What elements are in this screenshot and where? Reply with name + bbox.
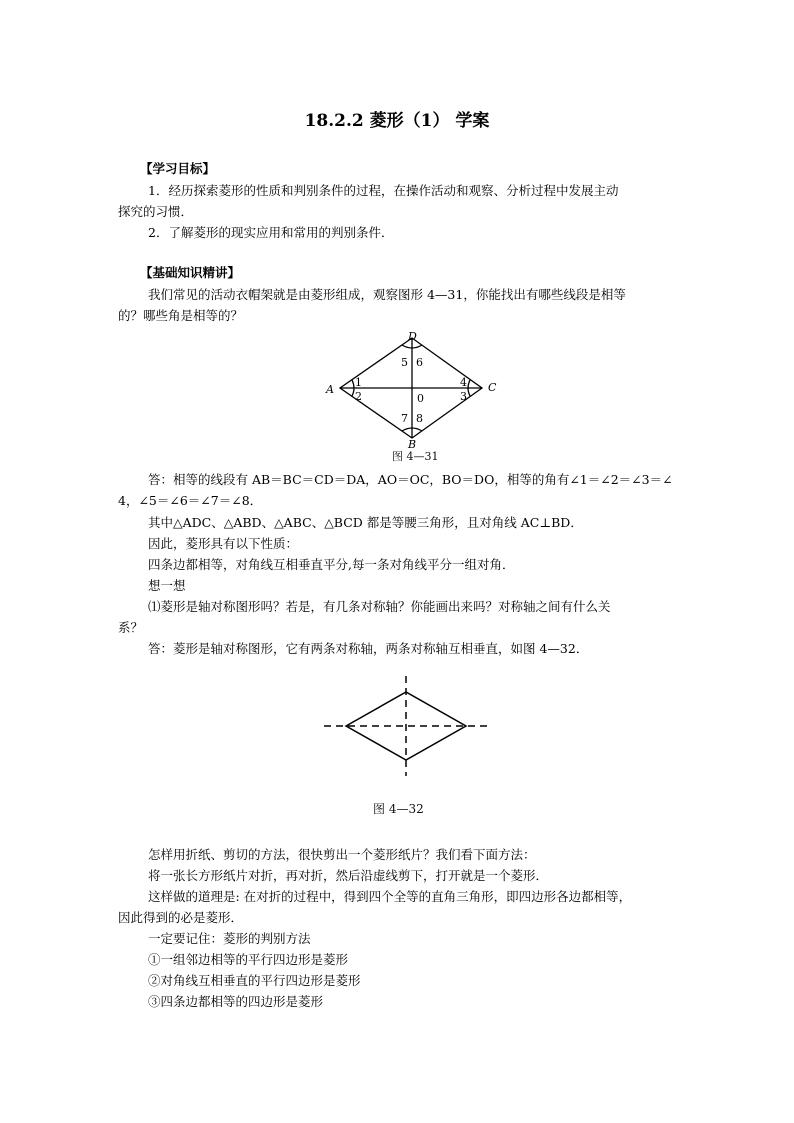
angle-label-5: 5	[401, 356, 408, 369]
angle-label-2: 2	[355, 390, 362, 403]
label-b: B	[408, 438, 417, 451]
figure-4-31-caption: 图 4—31	[392, 450, 439, 463]
label-o: 0	[417, 392, 424, 405]
criterion-3: ③四条边都相等的四边形是菱形	[148, 994, 324, 1009]
folding-line-3: 这样做的道理是: 在对折的过程中，得到四个全等的直角三角形，即四边形各边都相等，	[148, 889, 632, 904]
angle-label-3: 3	[460, 390, 467, 403]
folding-line-1: 怎样用折纸、剪切的方法，很快剪出一个菱形纸片？我们看下面方法：	[148, 847, 536, 862]
figure-4-32-caption: 图 4—32	[373, 802, 424, 816]
goal-1-cont: 探究的习惯．	[118, 204, 194, 219]
intro-paragraph: 我们常见的活动衣帽架就是由菱形组成，观察图形 4—31，你能找出有哪些线段是相等	[148, 287, 626, 302]
angle-label-8: 8	[416, 412, 423, 425]
criterion-1: ①一组邻边相等的平行四边形是菱形	[148, 952, 349, 967]
answer-line-4: 因此，菱形具有以下性质：	[148, 536, 299, 551]
answer-line-2: 4，∠5＝∠6＝∠7＝∠8．	[118, 493, 263, 508]
answer-line-7: ⑴菱形是轴对称图形吗？若是，有几条对称轴？你能画出来吗？对称轴之间有什么关	[148, 599, 611, 614]
goal-1: 1．经历探索菱形的性质和判别条件的过程，在操作活动和观察、分析过程中发展主动	[148, 183, 619, 198]
folding-line-4: 因此得到的必是菱形．	[118, 910, 244, 925]
basics-heading: 【基础知识精讲】	[140, 265, 241, 280]
label-c: C	[488, 381, 497, 394]
angle-label-4: 4	[460, 376, 467, 389]
angle-label-6: 6	[416, 356, 423, 369]
goals-heading: 【学习目标】	[140, 161, 216, 176]
answer-line-5: 四条边都相等，对角线互相垂直平分,每一条对角线平分一组对角．	[148, 557, 515, 572]
answer-line-1: 答：相等的线段有 AB＝BC＝CD＝DA，AO＝OC，BO＝DO，相等的角有∠1＝∠2＝∠3＝∠	[148, 472, 673, 487]
folding-line-5: 一定要记住：菱形的判别方法	[148, 931, 311, 946]
rhombus-figure-4-32	[322, 676, 492, 776]
angle-label-1: 1	[355, 376, 362, 389]
rhombus-figure-4-31	[322, 330, 502, 451]
angle-label-7: 7	[401, 412, 408, 425]
intro-paragraph-cont: 的？哪些角是相等的？	[118, 308, 244, 323]
criterion-2: ②对角线互相垂直的平行四边形是菱形	[148, 973, 361, 988]
answer-line-9: 答：菱形是轴对称图形，它有两条对称轴，两条对称轴互相垂直，如图 4—32．	[148, 641, 589, 656]
page-title: 18.2.2 菱形（1） 学案	[304, 111, 490, 131]
answer-line-6: 想一想	[148, 578, 186, 593]
answer-line-8: 系？	[118, 620, 144, 635]
goal-2: 2．了解菱形的现实应用和常用的判别条件．	[148, 225, 394, 240]
answer-line-3: 其中△ADC、△ABD、△ABC、△BCD 都是等腰三角形，且对角线 AC⊥BD．	[148, 515, 583, 530]
label-a: A	[326, 383, 334, 396]
label-d: D	[408, 330, 417, 343]
folding-line-2: 将一张长方形纸片对折，再对折，然后沿虚线剪下，打开就是一个菱形．	[148, 868, 549, 883]
